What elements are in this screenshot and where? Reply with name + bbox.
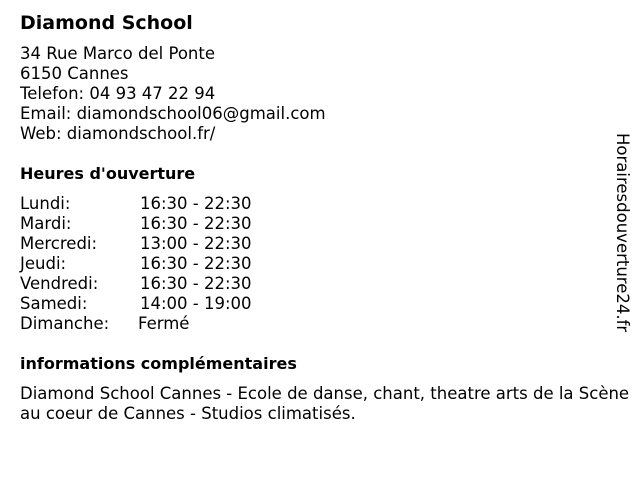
hours-time-value: 16:30 - 22:30 [140, 214, 252, 233]
email-line: Email: diamondschool06@gmail.com [20, 104, 326, 123]
hours-day-label: Lundi: [20, 194, 71, 213]
hours-table [20, 194, 630, 334]
web-line: Web: diamondschool.fr/ [20, 124, 216, 143]
hours-day-label: Dimanche: [20, 314, 110, 333]
hours-day-label: Samedi: [20, 294, 88, 313]
hours-row-sunday [20, 314, 630, 334]
hours-row-monday [20, 194, 630, 214]
address-line-2: 6150 Cannes [20, 64, 129, 83]
hours-day-label: Mardi: [20, 214, 72, 233]
hours-day-label: Mercredi: [20, 234, 98, 253]
hours-day-label: Jeudi: [20, 254, 67, 273]
business-card [20, 10, 630, 424]
hours-time-value: 16:30 - 22:30 [140, 254, 252, 273]
hours-time-value: 16:30 - 22:30 [140, 274, 252, 293]
business-name: Diamond School [20, 12, 193, 34]
hours-day-label: Vendredi: [20, 274, 99, 293]
hours-row-friday [20, 274, 630, 294]
hours-time-value: 16:30 - 22:30 [140, 194, 252, 213]
hours-time-value: 14:00 - 19:00 [140, 294, 252, 313]
hours-row-wednesday [20, 234, 630, 254]
address-line-1: 34 Rue Marco del Ponte [20, 44, 215, 63]
hours-time-value: Fermé [138, 314, 190, 333]
hours-row-thursday [20, 254, 630, 274]
hours-row-tuesday [20, 214, 630, 234]
site-watermark: Horairesdouverture24.fr [613, 133, 632, 333]
hours-time-value: 13:00 - 22:30 [140, 234, 252, 253]
hours-row-saturday [20, 294, 630, 314]
hours-heading: Heures d'ouverture [20, 164, 196, 183]
info-heading: informations complémentaires [20, 354, 297, 373]
phone-line: Telefon: 04 93 47 22 94 [20, 84, 216, 103]
info-description: Diamond School Cannes - Ecole de danse, chant, theatre arts de la Scène au coeur de Cannes - Studios climatisés. [20, 384, 630, 423]
